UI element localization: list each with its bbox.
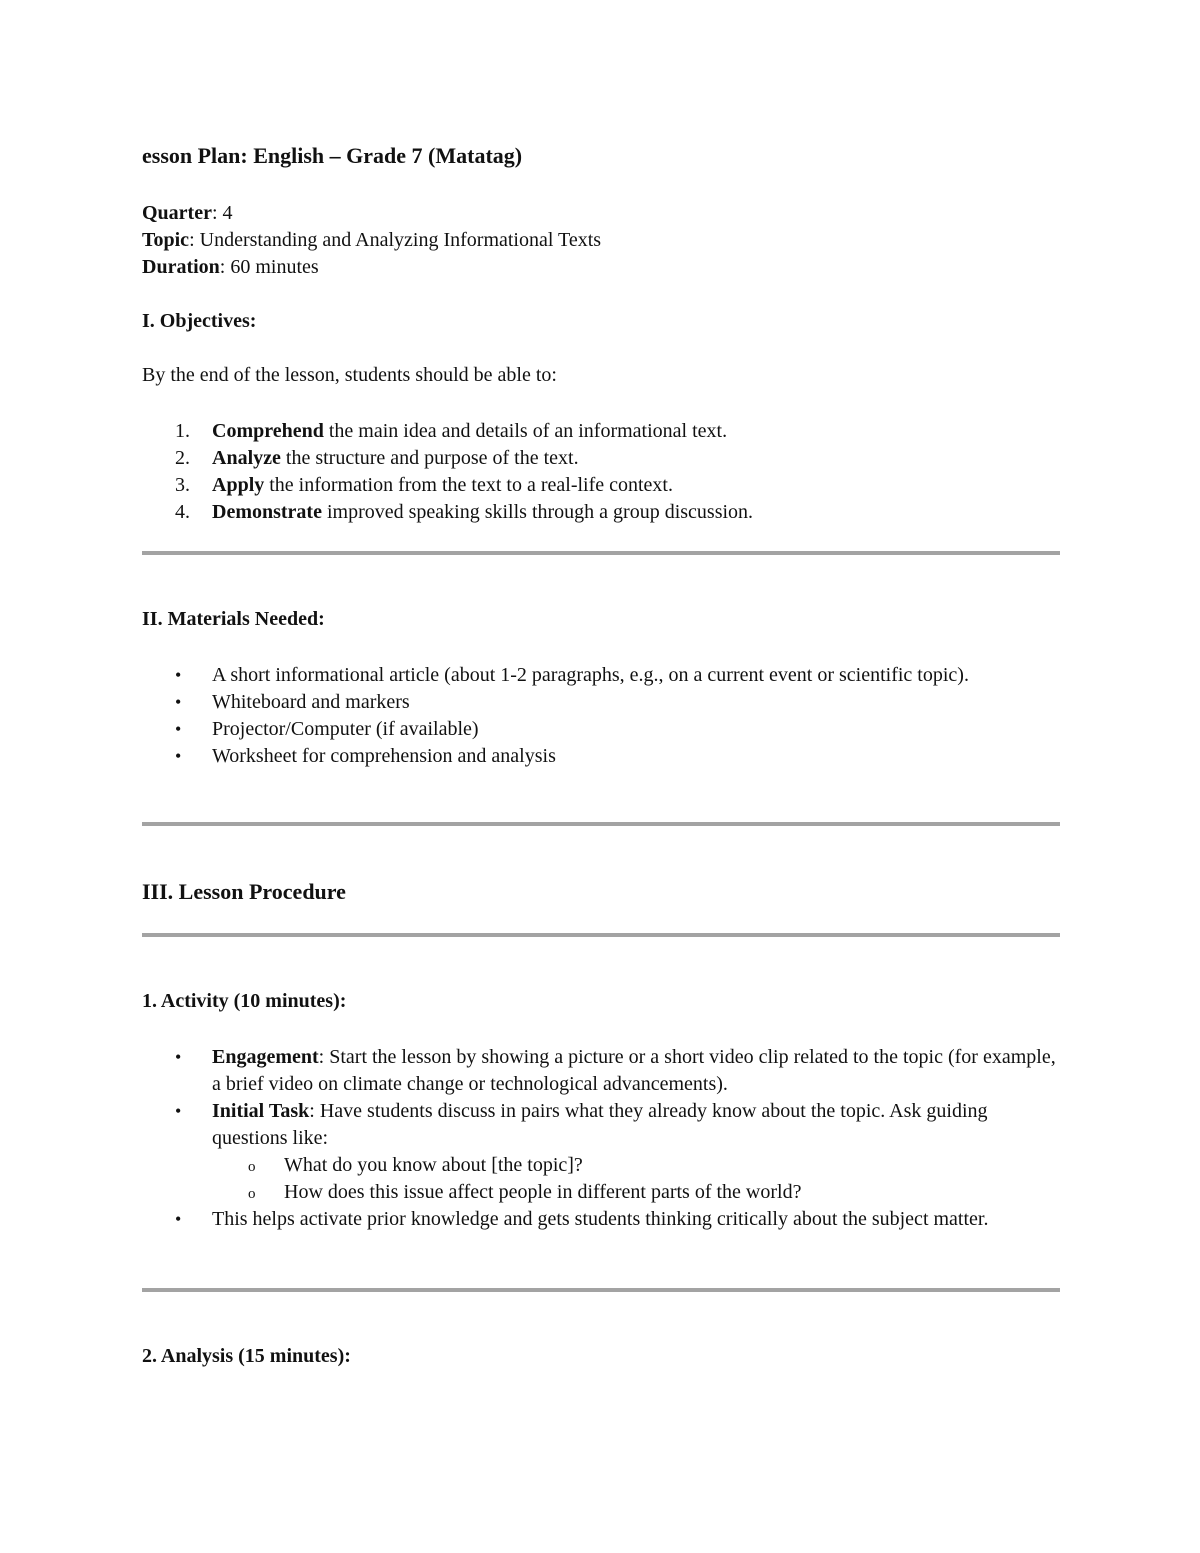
meta-block: [142, 200, 601, 281]
objectives-intro: By the end of the lesson, students should be able to:: [142, 364, 557, 386]
bullet-icon: •: [175, 665, 182, 685]
list-item: • Initial Task: Have students discuss in pairs what they already know about the topic. Ask guiding questions like: o What do you know about [the topic]? o How does this issue affect people in different parts of the world?: [142, 1098, 1062, 1206]
horizontal-rule: [142, 1288, 1060, 1292]
quarter-line: [142, 200, 601, 227]
list-item: 3. Apply the information from the text to a real-life context.: [175, 474, 673, 496]
duration-value: : 60 minutes: [219, 256, 319, 278]
list-item: • A short informational article (about 1-2 paragraphs, e.g., on a current event or scientific topic).: [142, 662, 1062, 689]
list-item: • Worksheet for comprehension and analysis: [142, 743, 1062, 770]
bullet-icon: •: [175, 746, 182, 766]
activity-list: [142, 1044, 1062, 1233]
list-item: 4. Demonstrate improved speaking skills through a group discussion.: [175, 501, 754, 523]
horizontal-rule: [142, 822, 1060, 826]
materials-heading: II. Materials Needed:: [142, 608, 325, 630]
objectives-list: [142, 418, 753, 526]
horizontal-rule: [142, 551, 1060, 555]
list-item: 2. Analyze the structure and purpose of the text.: [175, 447, 579, 469]
circle-bullet-icon: o: [248, 1159, 256, 1175]
procedure-heading: III. Lesson Procedure: [142, 879, 346, 904]
bullet-icon: •: [175, 1209, 182, 1229]
quarter-label: Quarter: [142, 202, 212, 224]
list-item: o How does this issue affect people in different parts of the world?: [212, 1179, 1062, 1206]
document-title: esson Plan: English – Grade 7 (Matatag): [142, 143, 523, 168]
quarter-value: : 4: [211, 202, 233, 224]
topic-line: [142, 227, 601, 254]
bullet-icon: •: [175, 719, 182, 739]
topic-value: : Understanding and Analyzing Informational Texts: [189, 229, 602, 251]
list-item: o What do you know about [the topic]?: [212, 1152, 1062, 1179]
materials-list: [142, 662, 1062, 770]
bullet-icon: •: [175, 1047, 182, 1067]
activity-heading: 1. Activity (10 minutes):: [142, 990, 347, 1012]
list-item: • Whiteboard and markers: [142, 689, 1062, 716]
list-item: • Projector/Computer (if available): [142, 716, 1062, 743]
guiding-questions-list: [212, 1152, 1062, 1206]
bullet-icon: •: [175, 692, 182, 712]
duration-line: [142, 254, 601, 281]
bullet-icon: •: [175, 1101, 182, 1121]
horizontal-rule: [142, 933, 1060, 937]
topic-label: Topic: [142, 229, 190, 251]
objectives-heading: I. Objectives:: [142, 310, 257, 332]
duration-label: Duration: [142, 256, 220, 278]
list-item: 1. Comprehend the main idea and details of an informational text.: [175, 420, 728, 442]
analysis-heading: 2. Analysis (15 minutes):: [142, 1345, 351, 1367]
circle-bullet-icon: o: [248, 1186, 256, 1202]
list-item: • Engagement: Start the lesson by showing a picture or a short video clip related to the topic (for example, a brief video on climate change or technological advancements).: [175, 1046, 1056, 1095]
list-item: • This helps activate prior knowledge and gets students thinking critically about the subject matter.: [142, 1206, 1062, 1233]
